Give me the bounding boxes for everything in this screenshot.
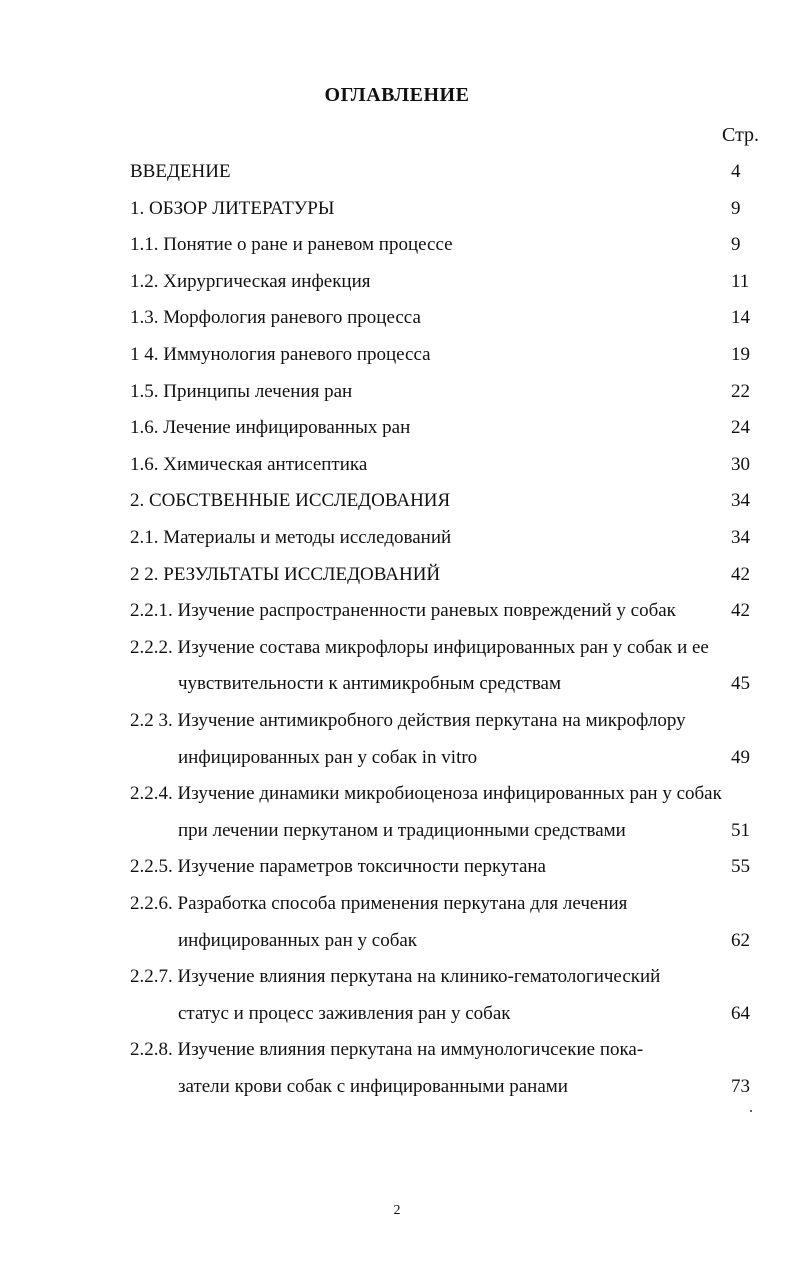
toc-entry-title-continued: затели крови собак с инфицированными ранами [178,1076,568,1097]
toc-entry [0,194,794,224]
toc-entry-title: 1.3. Морфология раневого процесса [130,307,421,329]
toc-entry-page: 19 [731,344,750,365]
toc-entry-page: 24 [731,417,750,439]
toc-entry [0,1035,794,1065]
toc-entry-page: 34 [731,490,750,512]
toc-entry-title: 1.6. Лечение инфицированных ран [130,417,411,439]
toc-entry-continuation [0,999,794,1029]
toc-entry [0,779,794,809]
toc-entry [0,633,794,663]
toc-entry-title: 2 2. РЕЗУЛЬТАТЫ ИССЛЕДОВАНИЙ [130,563,441,585]
toc-entry-title: 2.2.2. Изучение состава микрофлоры инфицированных ран у собак и ее [130,636,709,658]
toc-entry [0,706,794,736]
toc-entry-title: 2.2.1. Изучение распространенности раневых повреждений у собак [130,600,676,622]
toc-entry-title: 2.2 3. Изучение антимикробного действия перкутана на микрофлору [130,710,686,731]
toc-entry-continuation [0,816,794,846]
toc-entry-title-continued: статус и процесс заживления ран у собак [178,1002,511,1024]
page-title: ОГЛАВЛЕНИЕ [324,84,470,106]
toc-entry [0,303,794,333]
toc-entry-page: 62 [731,929,750,951]
toc-entry-title: 2.1. Материалы и методы исследований [130,527,452,548]
footer-page-number: 2 [393,1203,401,1218]
toc-entry [0,486,794,516]
toc-entry-page: 9 [731,234,741,256]
toc-entry-title: 2.2.8. Изучение влияния перкутана на иммунологичсекие пока- [130,1039,644,1061]
toc-entry-page: 45 [731,673,750,695]
toc-entry [0,523,794,553]
toc-entry-title-continued: при лечении перкутаном и традиционными средствами [178,819,626,841]
toc-entry-page: 14 [731,307,750,329]
toc-entry-title: ВВЕДЕНИЕ [130,161,231,182]
toc-entry [0,596,794,626]
toc-entry [0,413,794,443]
page-column-header: Стр. [722,124,760,146]
toc-entry [0,889,794,919]
toc-entry [0,157,794,187]
toc-entry-title: 2.2.4. Изучение динамики микробиоценоза инфицированных ран у собак [130,783,722,805]
toc-entry-title: 1.2. Хирургическая инфекция [130,270,371,292]
toc-entry-page: 51 [731,819,750,841]
toc-entry [0,230,794,260]
toc-entry [0,267,794,297]
toc-entry-title: 2. СОБСТВЕННЫЕ ИССЛЕДОВАНИЯ [130,490,451,512]
toc-entry [0,560,794,590]
toc-entry-page: 49 [731,746,750,768]
toc-entry-page: 11 [731,270,750,292]
toc-entry-page: 30 [731,453,750,475]
toc-entry-continuation [0,743,794,773]
toc-entry-title: 1.5. Принципы лечения ран [130,380,353,402]
toc-entry-page: 64 [731,1002,750,1024]
stray-dot [750,1110,752,1112]
toc-entry-title-continued: чувствительности к антимикробным средствам [178,673,562,695]
toc-entry [0,962,794,992]
toc-entry-title: 2.2.7. Изучение влияния перкутана на клинико-гематологический [130,966,661,988]
toc-entry-title: 1. ОБЗОР ЛИТЕРАТУРЫ [130,197,335,219]
toc-entry-continuation [0,926,794,956]
toc-entry-title-continued: инфицированных ран у собак [178,929,418,951]
toc-entry [0,450,794,480]
toc-entry-page: 55 [731,856,750,878]
toc-entry-continuation [0,1072,794,1102]
toc-entry-page: 22 [731,380,750,402]
toc-entry-title-continued: инфицированных ран у собак in vitro [178,746,478,768]
toc-entry [0,340,794,370]
toc-entry-page: 9 [731,197,741,219]
toc-entry [0,377,794,407]
toc-entry-page: 42 [731,600,750,622]
toc-entry-page: 42 [731,563,750,585]
toc-entry-title: 2.2.5. Изучение параметров токсичности перкутана [130,856,546,878]
toc-entry-title: 1 4. Иммунология раневого процесса [130,344,431,365]
toc-entry-page: 34 [731,527,750,548]
toc-entry-page: 4 [731,161,741,182]
toc-entry [0,852,794,882]
toc-entry-continuation [0,669,794,699]
toc-entry-page: 73 [731,1076,750,1097]
toc-entry-title: 1.6. Химическая антисептика [130,453,368,475]
toc-entry-title: 1.1. Понятие о ране и раневом процессе [130,234,453,256]
toc-entry-title: 2.2.6. Разработка способа применения перкутана для лечения [130,893,628,914]
